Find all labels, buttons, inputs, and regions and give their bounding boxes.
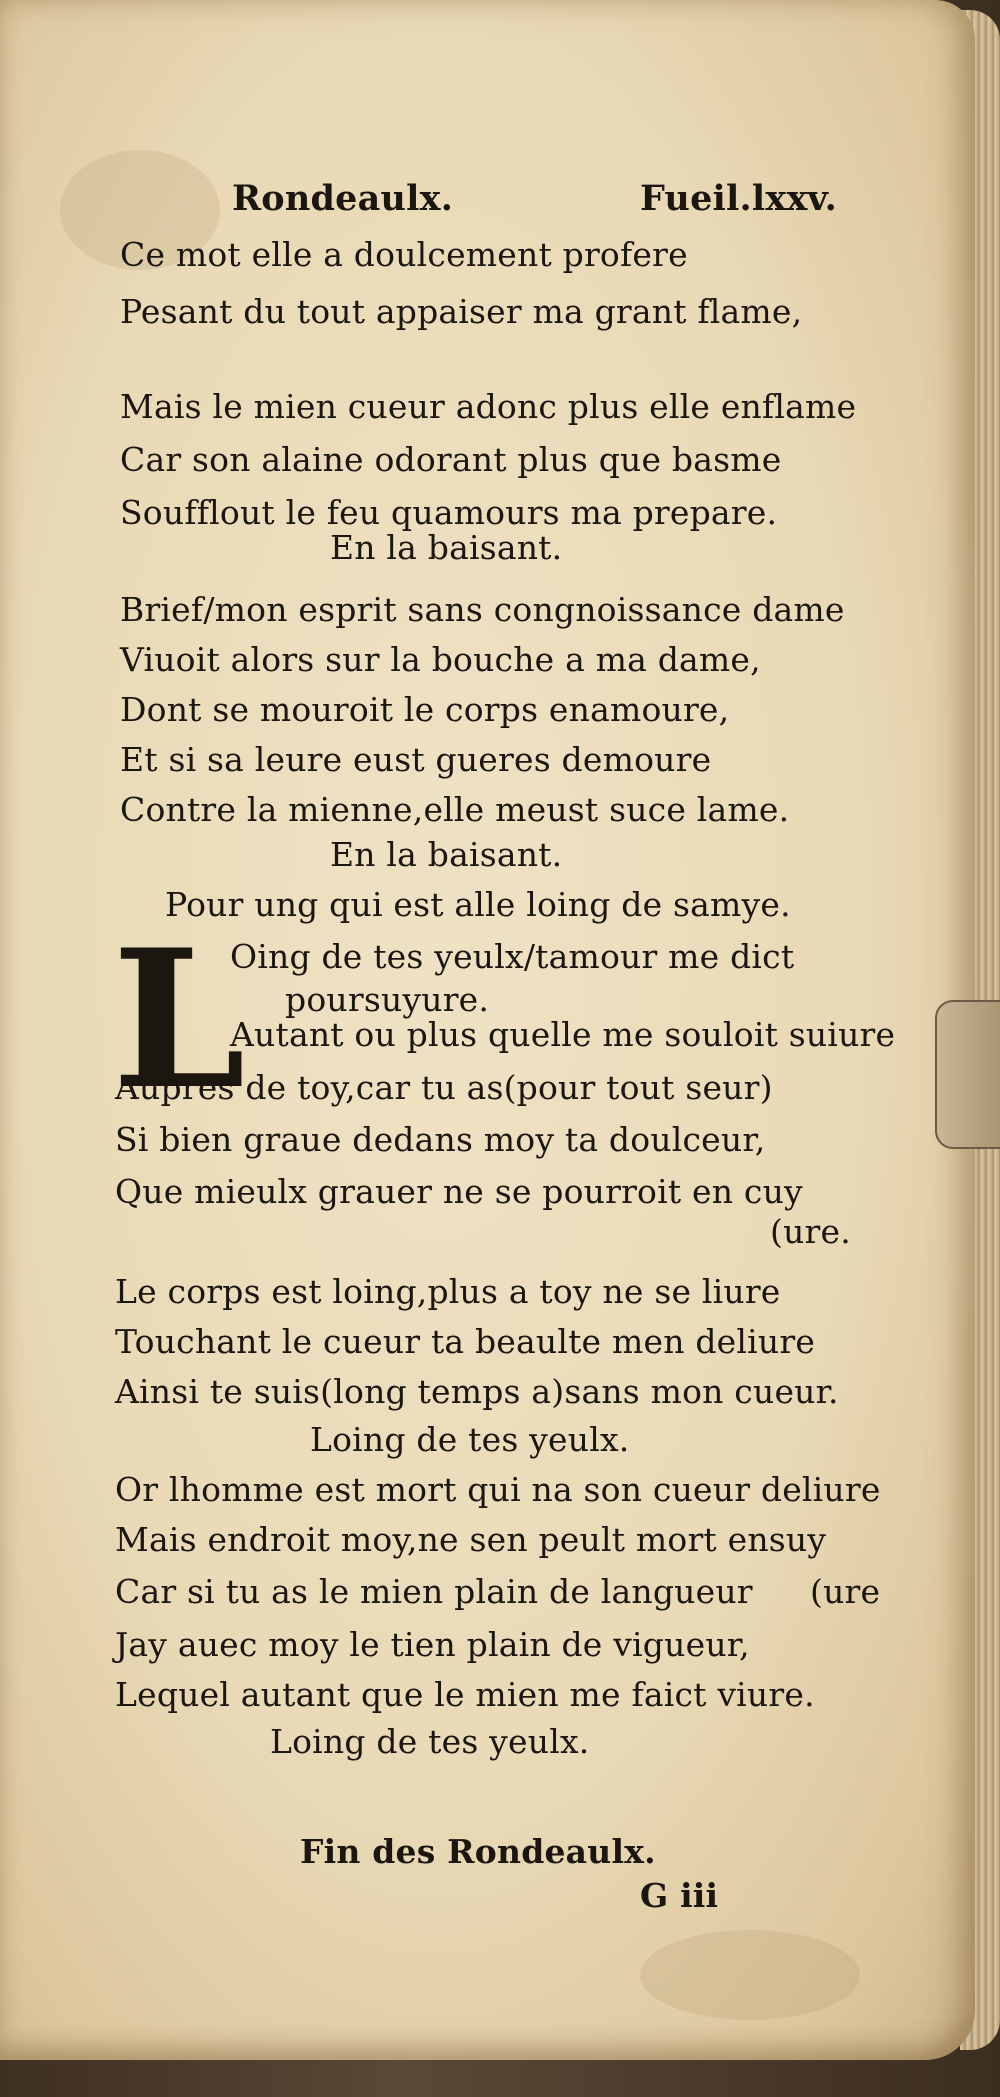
rondeau-title: Pour ung qui est alle loing de samye.: [165, 885, 791, 924]
verse-line: Viuoit alors sur la bouche a ma dame,: [120, 640, 761, 679]
verse-line: Aupres de toy,car tu as(pour tout seur): [115, 1068, 773, 1107]
verse-line: Que mieulx grauer ne se pourroit en cuy: [115, 1172, 803, 1211]
verse-line: Car si tu as le mien plain de langueur: [115, 1572, 753, 1611]
verse-line: Ainsi te suis(long temps a)sans mon cueur.: [115, 1372, 839, 1411]
verse-line: Touchant le cueur ta beaulte men deliure: [115, 1322, 816, 1361]
verse-line: Pesant du tout appaiser ma grant flame,: [120, 292, 803, 331]
verse-line: Jay auec moy le tien plain de vigueur,: [115, 1625, 750, 1664]
verse-line: Autant ou plus quelle me souloit suiure: [230, 1015, 896, 1054]
end-of-section: Fin des Rondeaulx.: [300, 1832, 656, 1871]
refrain-line: En la baisant.: [330, 835, 563, 874]
verse-line: Si bien graue dedans moy ta doulceur,: [115, 1120, 766, 1159]
verse-line: Brief/mon esprit sans congnoissance dame: [120, 590, 845, 629]
drop-capital: L: [112, 908, 246, 1131]
verse-line: Oing de tes yeulx/tamour me dict: [230, 937, 795, 976]
running-head-folio: Fueil.lxxv.: [640, 178, 837, 219]
verse-line-runover: (ure.: [770, 1212, 851, 1251]
verse-line: Le corps est loing,plus a toy ne se liure: [115, 1272, 781, 1311]
verse-line: Soufflout le feu quamours ma prepare.: [120, 493, 778, 532]
verse-line: Et si sa leure eust gueres demoure: [120, 740, 712, 779]
refrain-line: En la baisant.: [330, 528, 563, 567]
signature-mark: G iii: [640, 1876, 719, 1915]
verse-line: Dont se mouroit le corps enamoure,: [120, 690, 730, 729]
verse-line-runover: (ure: [810, 1572, 881, 1611]
verse-line: Mais le mien cueur adonc plus elle enflame: [120, 387, 857, 426]
verse-line: Ce mot elle a doulcement profere: [120, 235, 688, 274]
verse-line: Lequel autant que le mien me faict viure.: [115, 1675, 815, 1714]
refrain-line: Loing de tes yeulx.: [310, 1420, 630, 1459]
verse-line: Mais endroit moy,ne sen peult mort ensuy: [115, 1520, 827, 1559]
verse-line: Contre la mienne,elle meust suce lame.: [120, 790, 790, 829]
running-head-left: Rondeaulx.: [232, 178, 454, 219]
verse-line: Car son alaine odorant plus que basme: [120, 440, 782, 479]
verse-line: Or lhomme est mort qui na son cueur deliure: [115, 1470, 881, 1509]
refrain-line: Loing de tes yeulx.: [270, 1722, 590, 1761]
verse-line: poursuyure.: [285, 980, 490, 1019]
